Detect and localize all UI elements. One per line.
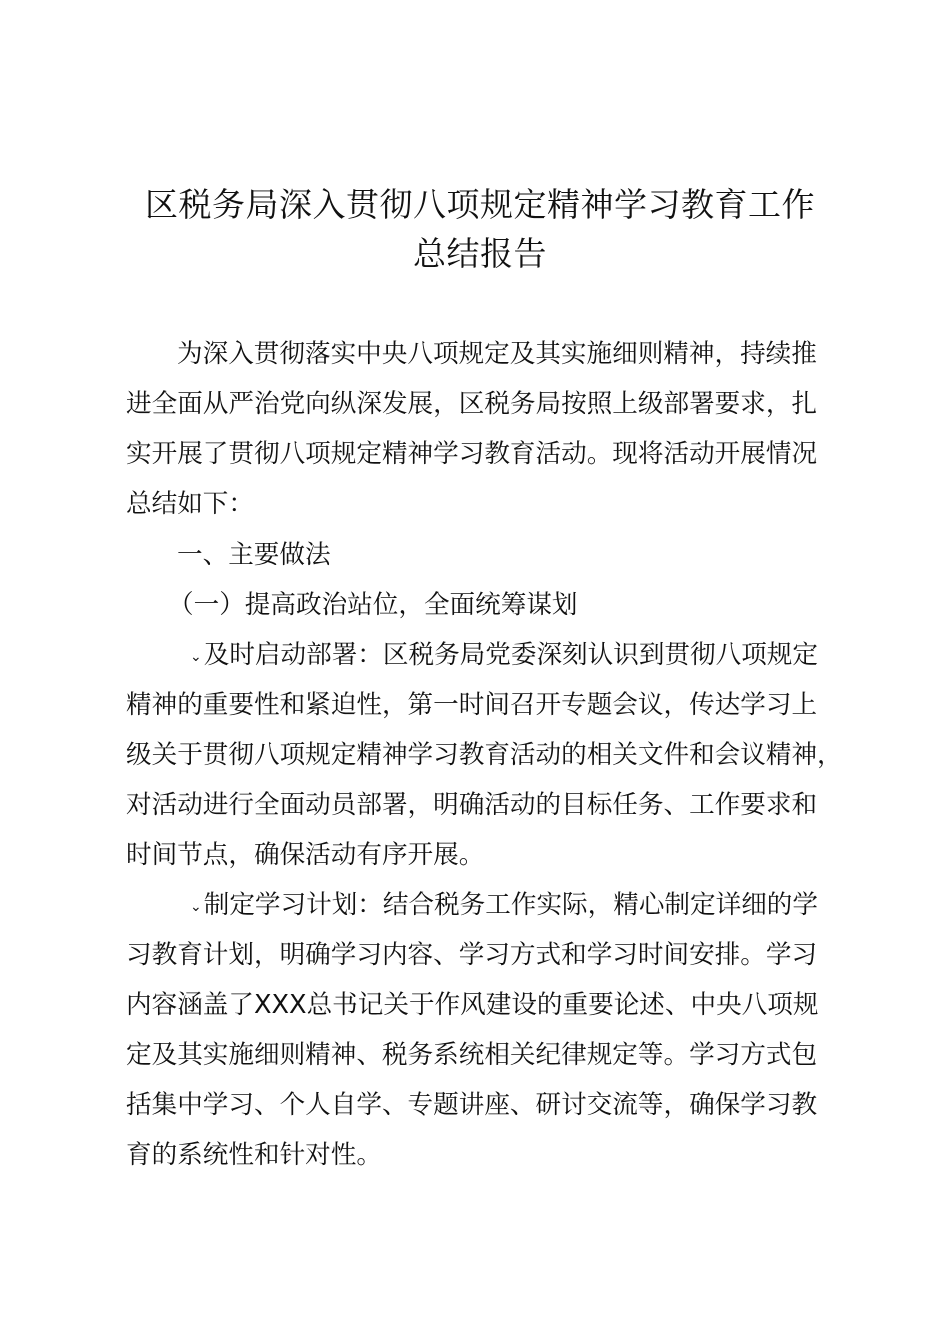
paragraph-2-line-2: 精神的重要性和紧迫性，第一时间召开专题会议，传达学习上 — [126, 690, 818, 720]
paragraph-2-line-4: 对活动进行全面动员部署，明确活动的目标任务、工作要求和 — [126, 790, 818, 820]
paragraph-1-line-4: 总结如下： — [126, 489, 254, 519]
subsection-1-heading: （一）提高政治站位，全面统筹谋划 — [168, 590, 578, 620]
paragraph-2-line-1-text: 及时启动部署：区税务局党委深刻认识到贯彻八项规定 — [203, 640, 818, 670]
paragraph-2-line-3: 级关于贯彻八项规定精神学习教育活动的相关文件和会议精神， — [126, 740, 843, 770]
paragraph-3-line-1-text: 制定学习计划：结合税务工作实际，精心制定详细的学 — [203, 890, 818, 920]
paragraph-2-line-5: 时间节点，确保活动有序开展。 — [126, 840, 485, 870]
bullet-mark-1: ⌄ — [190, 649, 202, 665]
paragraph-3-line-3: 内容涵盖了XXX总书记关于作风建设的重要论述、中央八项规 — [126, 990, 819, 1020]
paragraph-1-line-2: 进全面从严治党向纵深发展，区税务局按照上级部署要求，扎 — [126, 389, 818, 419]
document-title-line-1: 区税务局深入贯彻八项规定精神学习教育工作 — [145, 185, 815, 224]
paragraph-3-line-4: 定及其实施细则精神、税务系统相关纪律规定等。学习方式包 — [126, 1040, 818, 1070]
paragraph-3-line-2: 习教育计划，明确学习内容、学习方式和学习时间安排。学习 — [126, 940, 818, 970]
section-1-heading: 一、主要做法 — [177, 540, 331, 570]
bullet-mark-2: ⌄ — [190, 899, 202, 915]
paragraph-3-line-5: 括集中学习、个人自学、专题讲座、研讨交流等，确保学习教 — [126, 1090, 818, 1120]
document-title-line-2: 总结报告 — [413, 234, 547, 273]
paragraph-1-line-1: 为深入贯彻落实中央八项规定及其实施细则精神，持续推 — [177, 339, 817, 369]
paragraph-3-line-6: 育的系统性和针对性。 — [126, 1140, 382, 1170]
paragraph-3-line-1 — [190, 890, 818, 921]
paragraph-2-line-1 — [190, 640, 818, 671]
paragraph-1-line-3: 实开展了贯彻八项规定精神学习教育活动。现将活动开展情况 — [126, 439, 818, 469]
